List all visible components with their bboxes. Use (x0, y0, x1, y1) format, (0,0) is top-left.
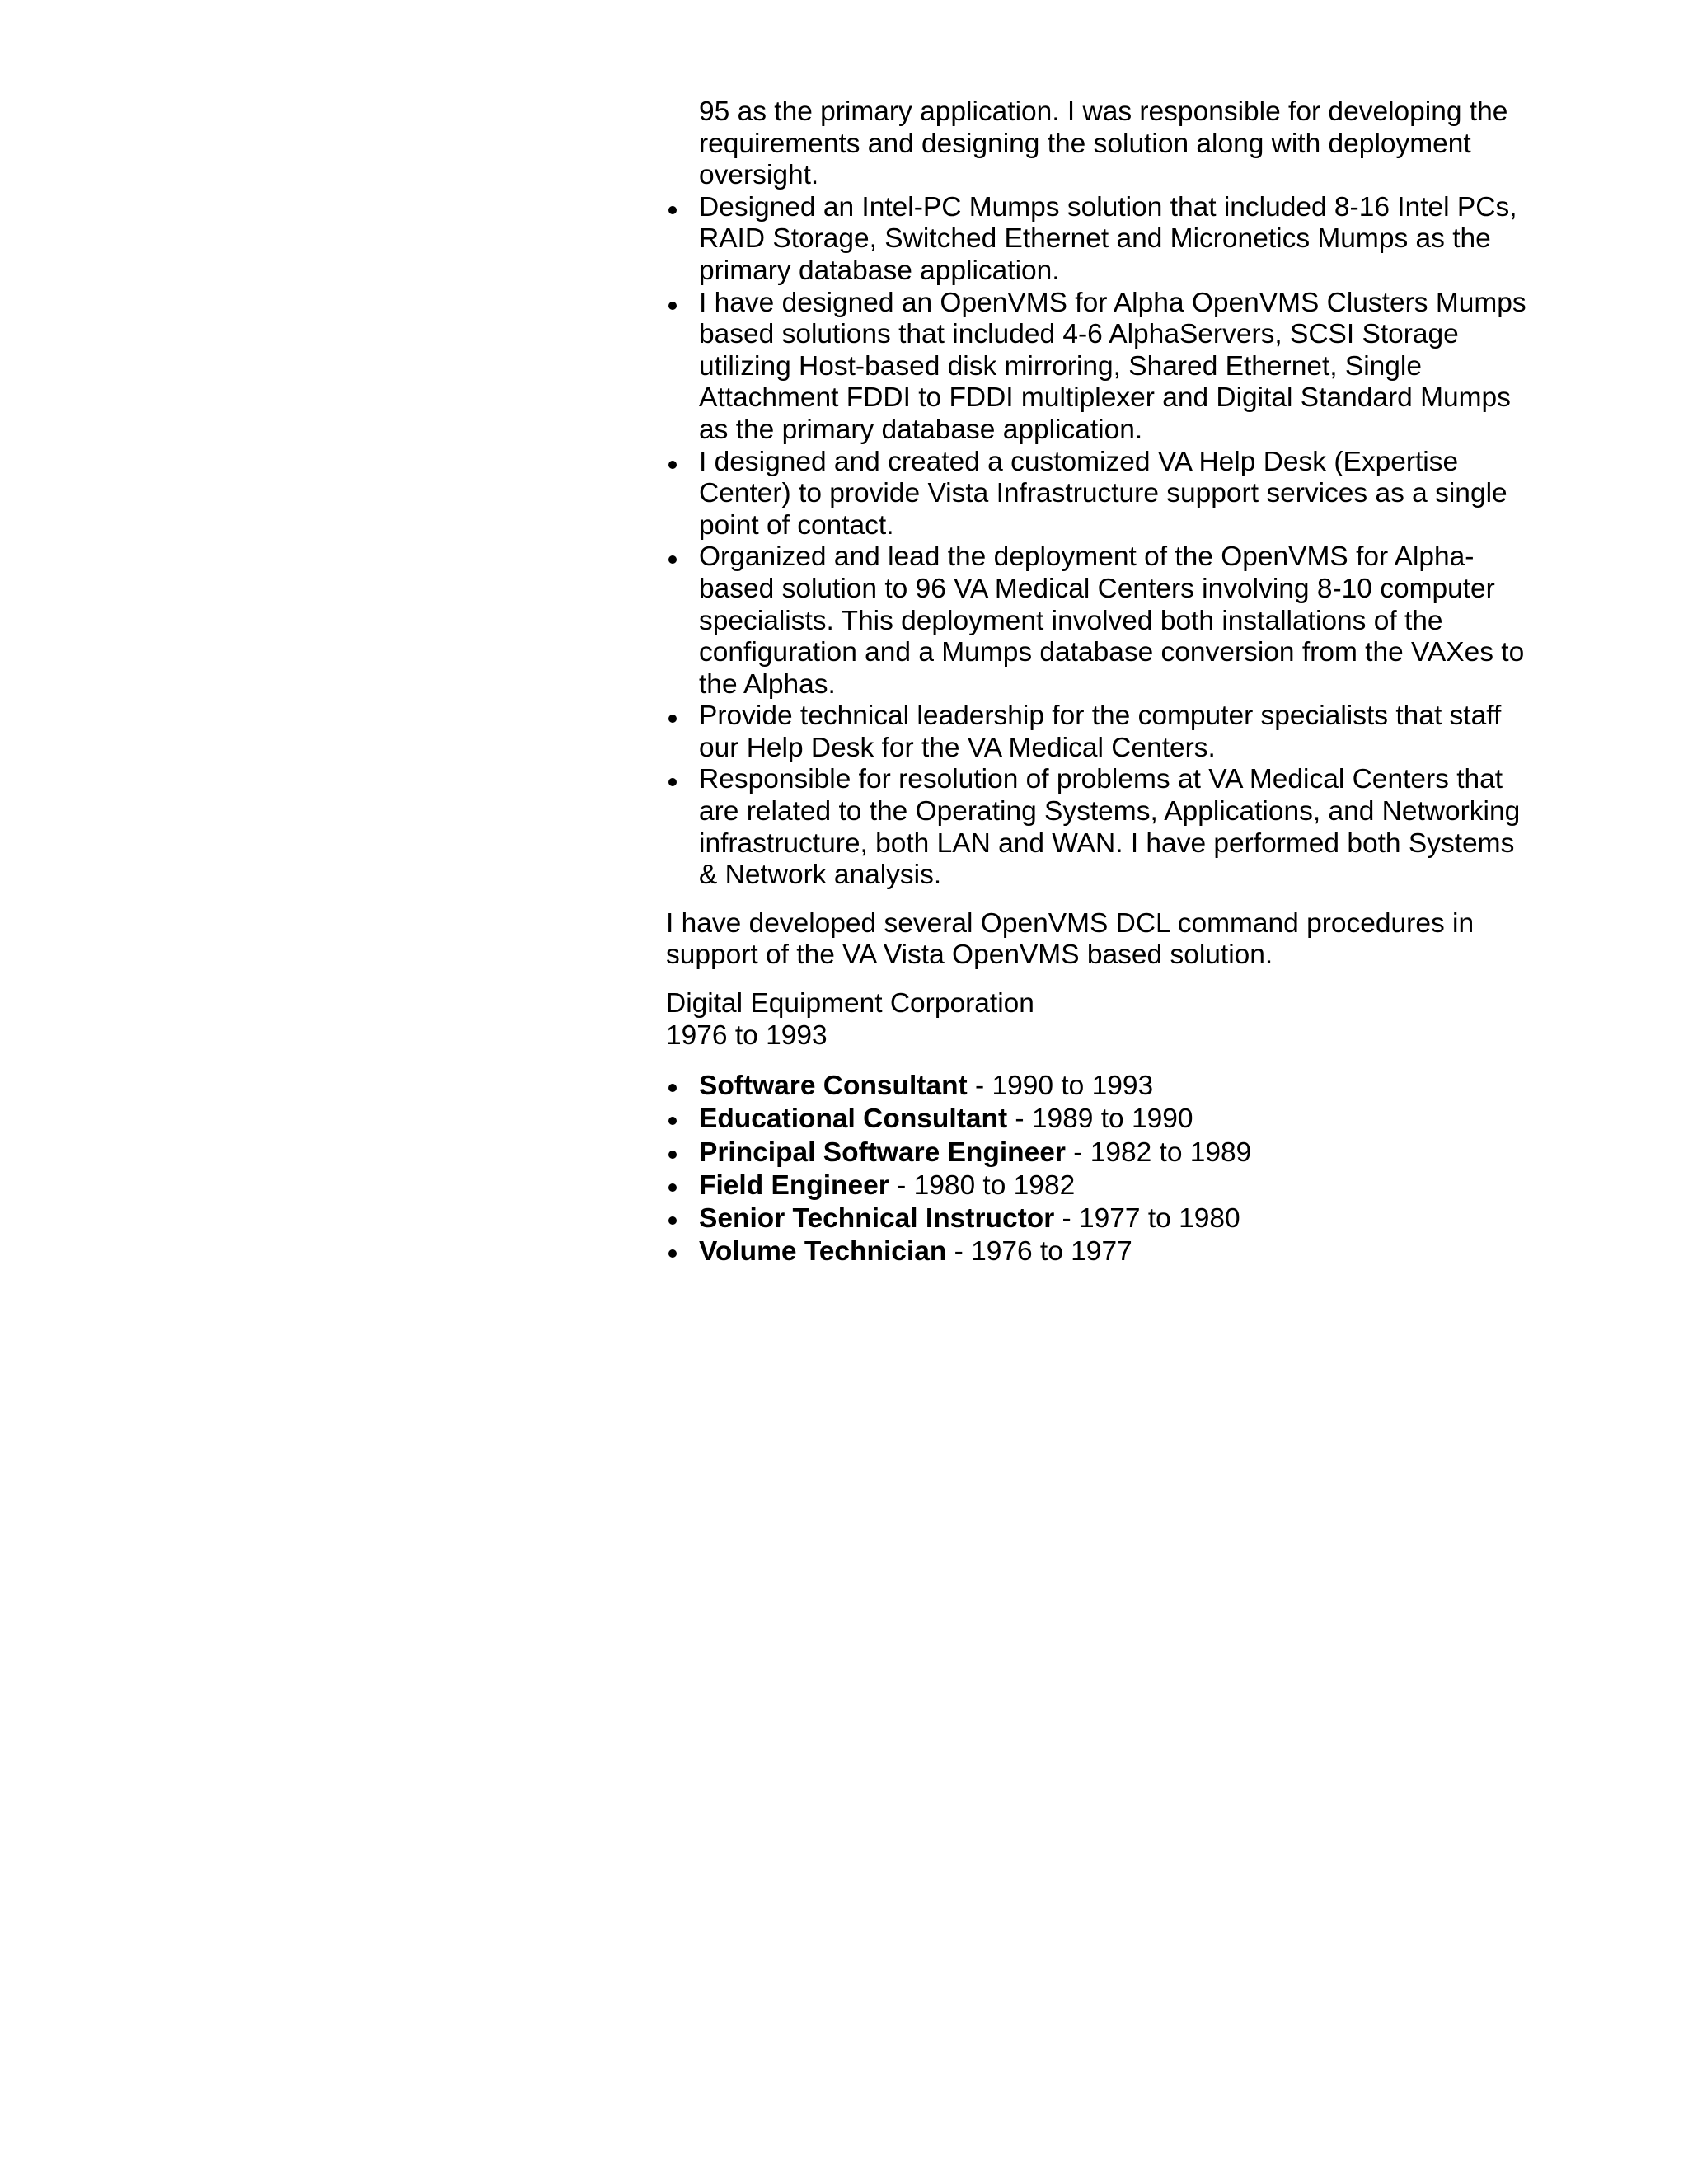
position-item (666, 1169, 1540, 1202)
list-item-text: Provide technical leadership for the computer specialists that staff our Help Desk for the VA Medical Centers. (699, 701, 1502, 763)
position-item (666, 1103, 1540, 1136)
responsibility-list (666, 192, 1540, 892)
position-title: Volume Technician (699, 1236, 947, 1268)
employer-years: 1976 to 1993 (666, 1019, 828, 1051)
position-dates: - 1990 to 1993 (967, 1071, 1154, 1102)
position-dates: - 1982 to 1989 (1065, 1137, 1252, 1168)
position-dates: - 1989 to 1990 (1007, 1104, 1193, 1135)
position-title: Educational Consultant (699, 1104, 1008, 1135)
list-item (666, 541, 1540, 701)
position-item (666, 1202, 1540, 1235)
position-item (666, 1235, 1540, 1268)
position-item (666, 1070, 1540, 1103)
list-item (666, 764, 1540, 891)
position-title: Senior Technical Instructor (699, 1203, 1055, 1235)
position-dates: - 1977 to 1980 (1054, 1203, 1240, 1235)
position-item (666, 1137, 1540, 1169)
continued-bullet-text: 95 as the primary application. I was responsible for developing the requirements and designing the solution along with deployment oversight. (699, 96, 1508, 191)
list-item (666, 447, 1540, 542)
summary-paragraph: I have developed several OpenVMS DCL command procedures in support of the VA Vista OpenVMS based solution. (666, 907, 1475, 971)
list-item-text: I have designed an OpenVMS for Alpha OpenVMS Clusters Mumps based solutions that included 4-6 AlphaServers, SCSI Storage utilizing Host-based disk mirroring, Shared Ethernet, Single Attachment FDDI to FDDI multiplexer and Digital Standard Mumps as the primary database application. (699, 287, 1526, 445)
position-title: Field Engineer (699, 1169, 889, 1201)
list-item-text: Responsible for resolution of problems at VA Medical Centers that are related to the Operating Systems, Applications, and Networking infrastructure, both LAN and WAN. I have performed both Systems & Network analysis. (699, 764, 1521, 891)
position-dates: - 1980 to 1982 (889, 1169, 1076, 1201)
experience-column (666, 96, 1540, 1268)
list-item (666, 288, 1540, 447)
positions-list (666, 1070, 1540, 1268)
list-item-text: Designed an Intel-PC Mumps solution that included 8-16 Intel PCs, RAID Storage, Switched Ethernet and Micronetics Mumps as the primary database application. (699, 191, 1517, 286)
employer-name: Digital Equipment Corporation (666, 988, 1034, 1019)
list-item-text: Organized and lead the deployment of the OpenVMS for Alpha-based solution to 96 VA Medical Centers involving 8-10 computer specialists. This deployment involved both installations of the configuration and a Mumps database conversion from the VAXes to the Alphas. (699, 541, 1525, 700)
position-title: Principal Software Engineer (699, 1137, 1066, 1168)
list-item-text: I designed and created a customized VA Help Desk (Expertise Center) to provide Vista Infrastructure support services as a single point of contact. (699, 446, 1507, 541)
list-item (666, 701, 1540, 764)
position-dates: - 1976 to 1977 (946, 1236, 1132, 1268)
position-title: Software Consultant (699, 1071, 968, 1102)
employer-block (666, 988, 1540, 1052)
list-item (666, 192, 1540, 288)
